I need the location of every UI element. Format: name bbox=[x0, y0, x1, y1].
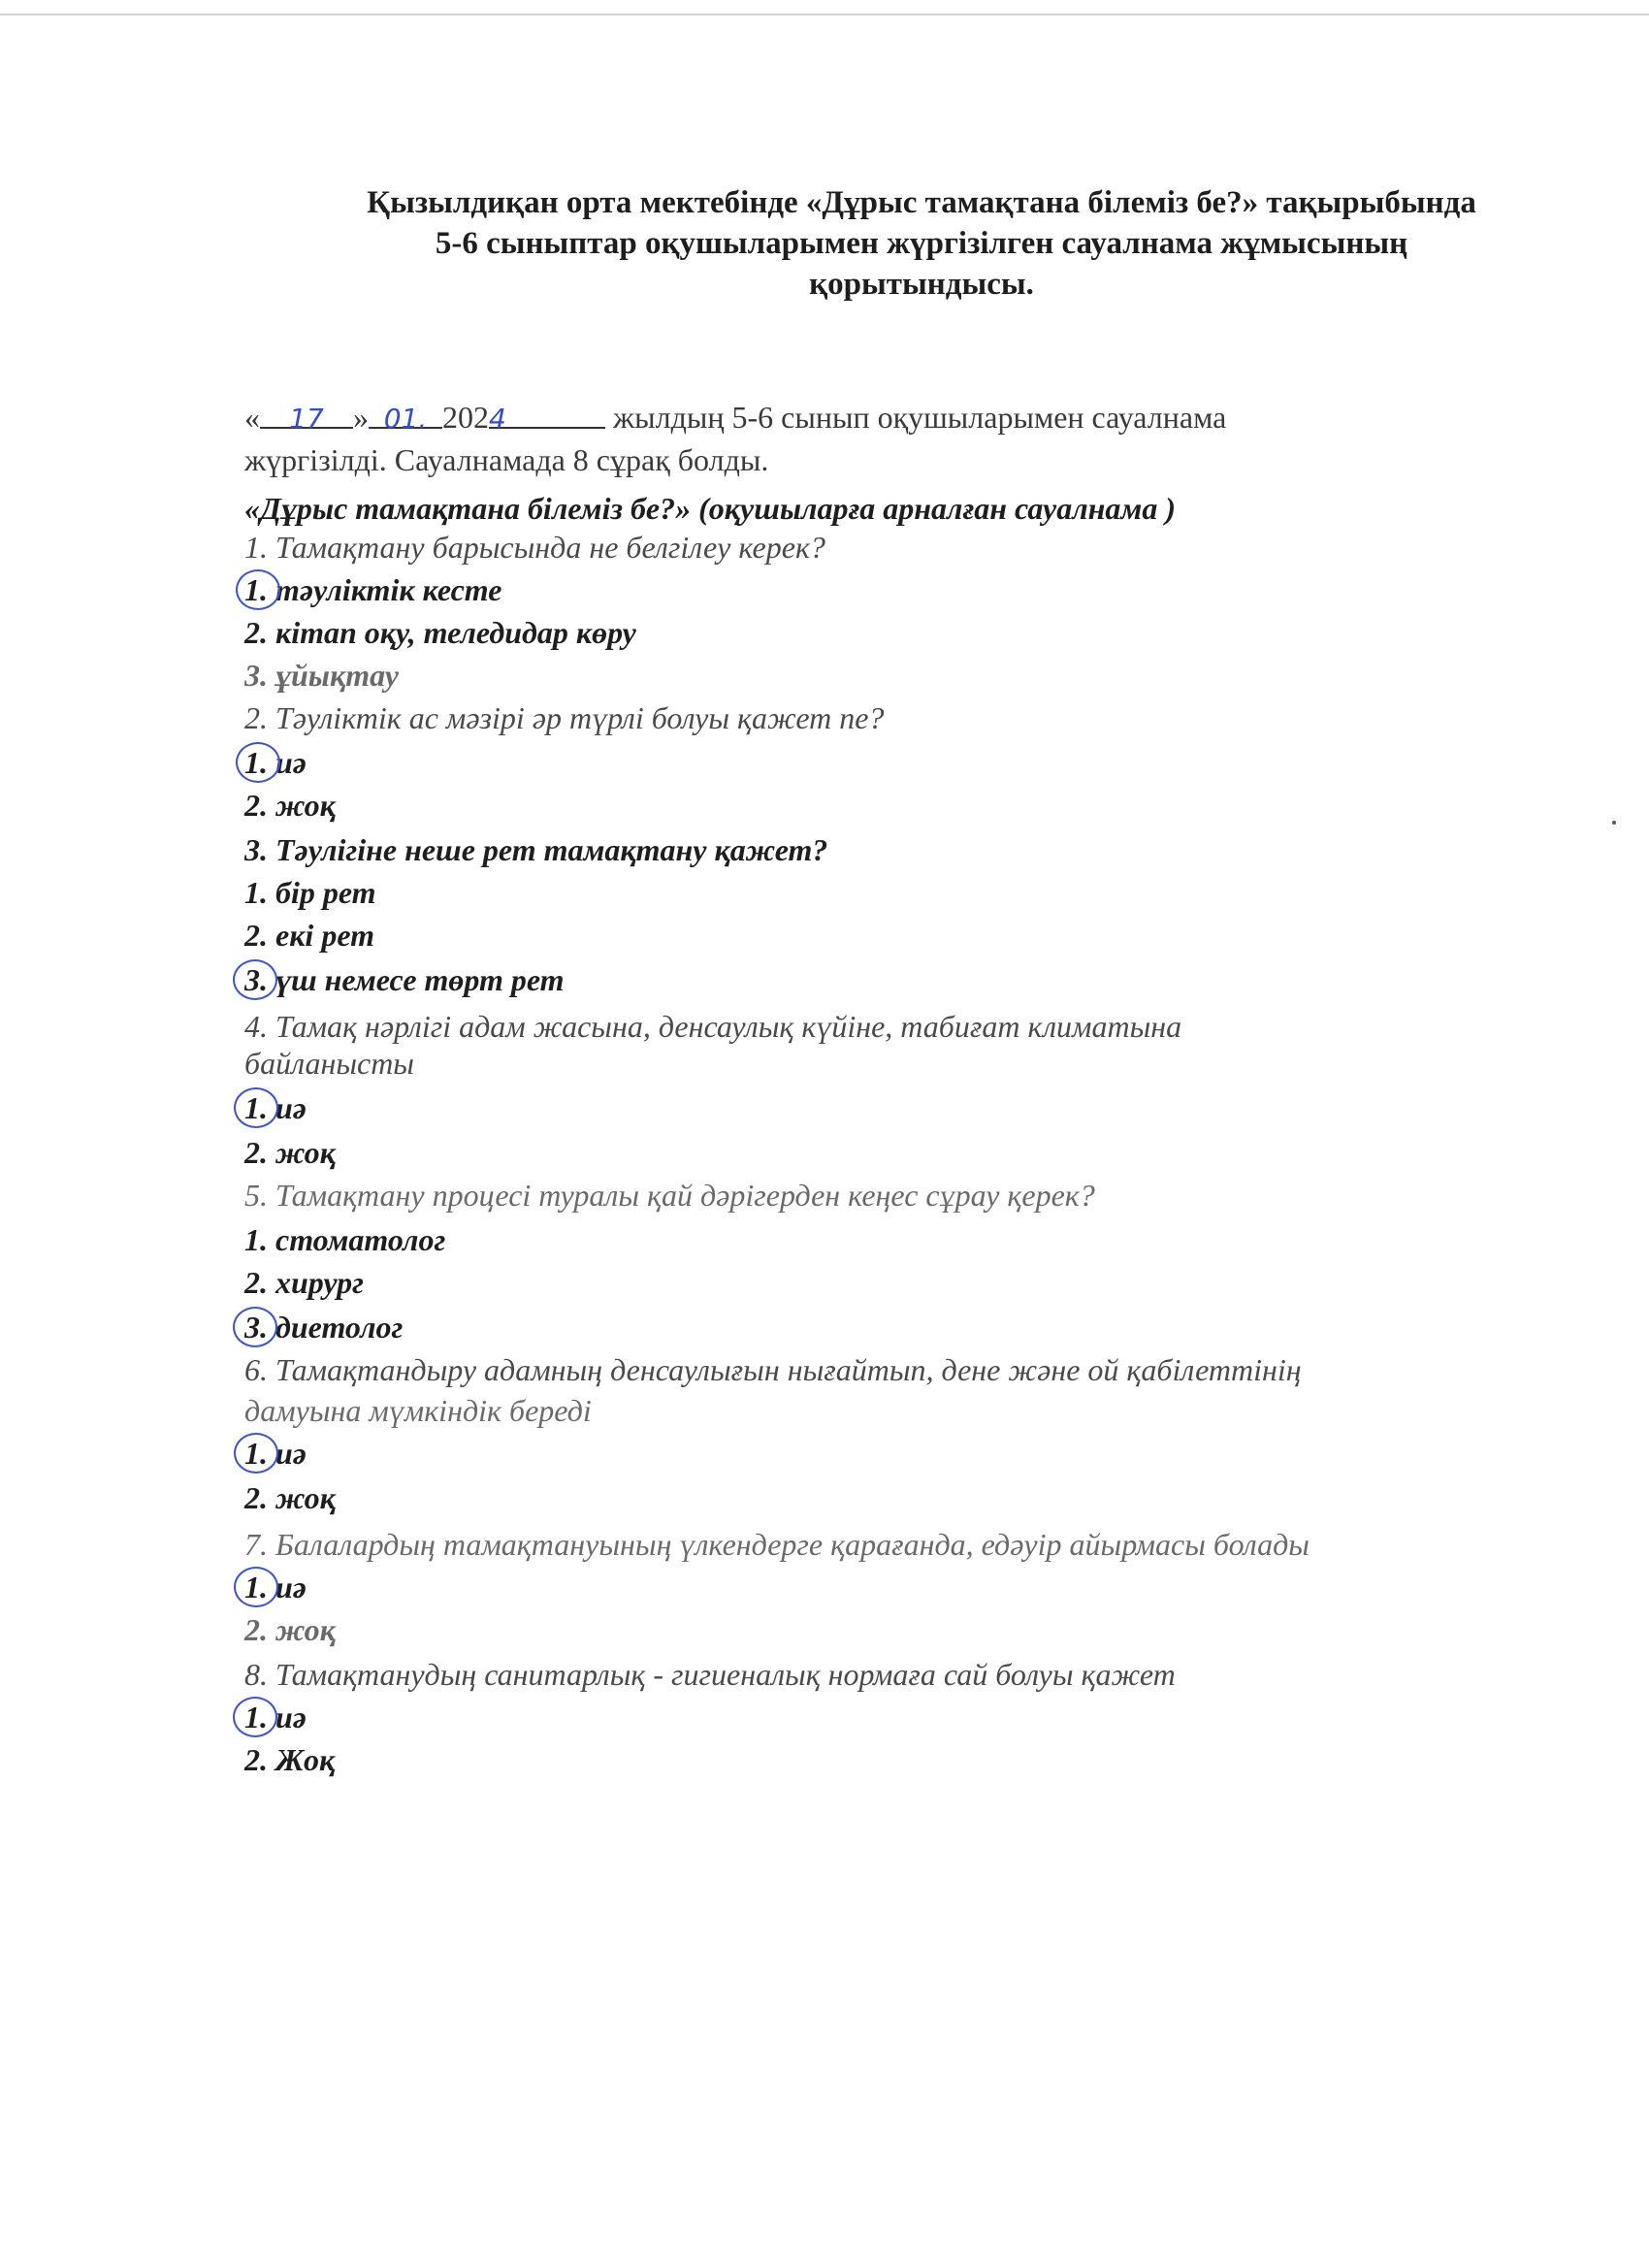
scan-edge-line bbox=[0, 14, 1649, 16]
question-6-line-1: 6. Тамақтандыру адамның денсаулығын нығайтып, дене және ой қабілеттінің bbox=[244, 1352, 1302, 1387]
day-blank bbox=[260, 396, 353, 435]
q2-option-1: 1. иә bbox=[244, 745, 307, 780]
document-title bbox=[233, 182, 1610, 305]
q3-option-3: 3. үш немесе төрт рет bbox=[244, 962, 565, 997]
handwritten-day: 17 bbox=[289, 403, 324, 435]
q6-option-1: 1. иә bbox=[244, 1436, 307, 1471]
question-6-line-2: дамуына мүмкіндік береді bbox=[244, 1393, 592, 1428]
question-7: 7. Балалардың тамақтануының үлкендерге қарағанда, едәуір айырмасы болады bbox=[244, 1527, 1310, 1562]
scan-speck bbox=[1612, 821, 1616, 825]
q1-selected-answer-circle bbox=[236, 569, 280, 610]
q4-option-2: 2. жоқ bbox=[244, 1135, 336, 1170]
question-3: 3. Тәулігіне неше рет тамақтану қажет? bbox=[244, 832, 828, 867]
month-blank bbox=[369, 396, 442, 435]
q8-selected-answer-circle bbox=[233, 1697, 277, 1737]
intro-line-2: жүргізілді. Сауалнамада 8 сұрақ болды. bbox=[244, 442, 769, 477]
q3-selected-answer-circle bbox=[233, 959, 277, 1000]
q5-option-1: 1. стоматолог bbox=[244, 1222, 446, 1257]
q3-option-1: 1. бір рет bbox=[244, 875, 376, 910]
open-quote: « bbox=[244, 400, 260, 435]
title-line-3: қорытындысы. bbox=[809, 267, 1034, 302]
q7-option-1: 1. иә bbox=[244, 1570, 307, 1604]
question-4-line-1: 4. Тамақ нәрлігі адам жасына, денсаулық күйіне, табиғат климатына bbox=[244, 1009, 1182, 1044]
q2-selected-answer-circle bbox=[236, 742, 280, 783]
q7-option-2: 2. жоқ bbox=[244, 1612, 336, 1647]
handwritten-month: 01. bbox=[383, 403, 428, 435]
question-8: 8. Тамақтанудың санитарлық - гигиеналық нормаға сай болуы қажет bbox=[244, 1657, 1176, 1692]
q4-selected-answer-circle bbox=[234, 1087, 278, 1128]
q5-selected-answer-circle bbox=[233, 1307, 277, 1347]
title-line-2: 5-6 сыныптар оқушыларымен жүргізілген сауалнама жұмысының bbox=[435, 226, 1408, 261]
q7-selected-answer-circle bbox=[234, 1567, 278, 1607]
question-5: 5. Тамақтану процесі туралы қай дәрігерден кеңес сұрау қерек? bbox=[244, 1178, 1095, 1213]
survey-title: «Дұрыс тамақтана білеміз бе?» (оқушыларға арналған сауалнама ) bbox=[244, 491, 1176, 526]
handwritten-year-digit: 4 bbox=[489, 403, 506, 435]
q1-option-1: 1. тәуліктік кесте bbox=[244, 572, 502, 607]
q8-option-2: 2. Жоқ bbox=[244, 1742, 336, 1777]
year-prefix: 202 bbox=[442, 400, 489, 435]
q5-option-3: 3. диетолог bbox=[244, 1310, 404, 1345]
q3-option-2: 2. екі рет bbox=[244, 918, 374, 953]
question-2: 2. Тәуліктік ас мәзірі әр түрлі болуы қажет пе? bbox=[244, 700, 885, 735]
q4-option-1: 1. иә bbox=[244, 1090, 307, 1125]
question-1: 1. Тамақтану барысында не белгілеу керек? bbox=[244, 530, 825, 565]
q8-option-1: 1. иә bbox=[244, 1700, 307, 1734]
question-4-line-2: байланысты bbox=[244, 1046, 414, 1081]
q1-option-2: 2. кітап оқу, теледидар көру bbox=[244, 615, 636, 650]
intro-line-1 bbox=[244, 396, 1467, 438]
q6-selected-answer-circle bbox=[234, 1433, 278, 1474]
q5-option-2: 2. хирург bbox=[244, 1265, 364, 1300]
q1-option-3: 3. ұйықтау bbox=[244, 658, 399, 693]
close-quote: » bbox=[353, 400, 369, 435]
intro-paragraph bbox=[244, 396, 1467, 481]
intro-line-1-rest: жылдың 5-6 сынып оқушыларымен сауалнама bbox=[605, 400, 1227, 435]
q6-option-2: 2. жоқ bbox=[244, 1480, 336, 1515]
q2-option-2: 2. жоқ bbox=[244, 788, 336, 823]
title-line-1: Қызылдиқан орта мектебінде «Дұрыс тамақтана білеміз бе?» тақырыбында bbox=[367, 185, 1476, 220]
year-blank bbox=[489, 396, 605, 435]
